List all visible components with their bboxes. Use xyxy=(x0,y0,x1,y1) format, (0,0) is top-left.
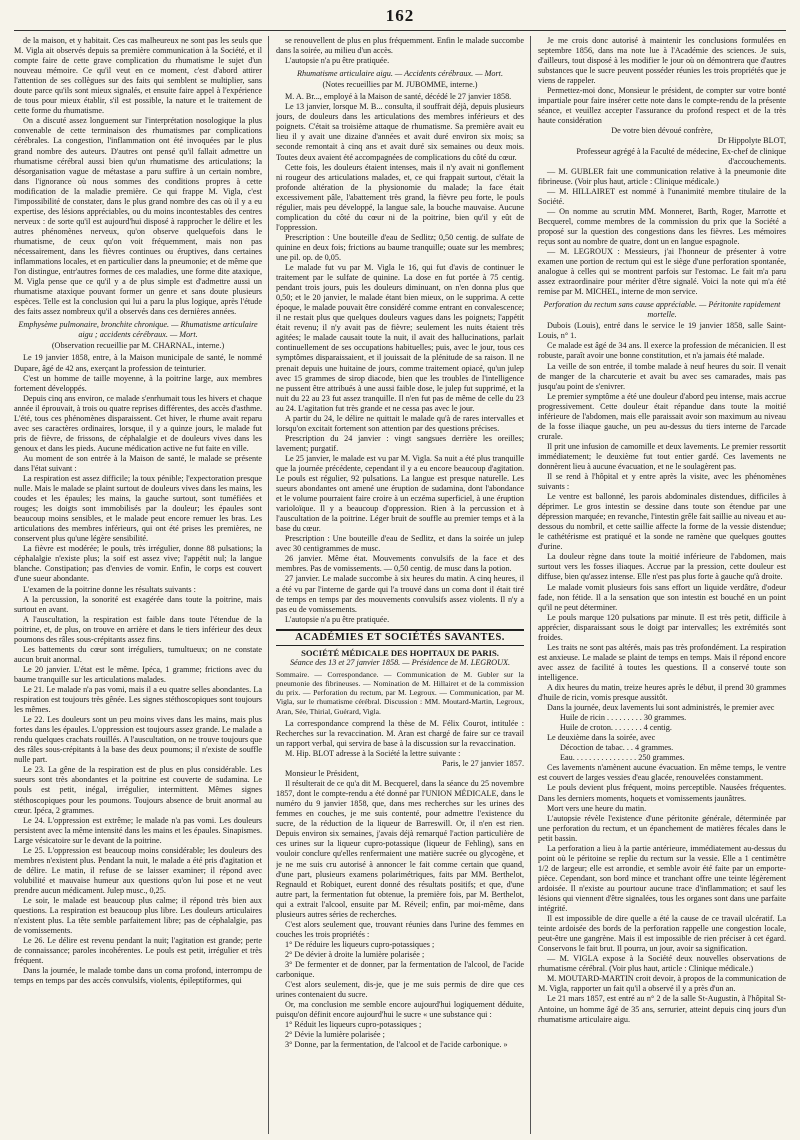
paragraph: C'est alors seulement, dis-je, que je me suis permis de dire que ces urines contenaient du sucre. xyxy=(276,980,524,1000)
signature-line: Dr Hippolyte BLOT, xyxy=(717,136,786,146)
prescription-line: Eau. . . . . . . . . . . . . . . . 250 grammes. xyxy=(560,753,685,763)
observation-heading: Rhumatisme articulaire aigu. — Accidents cérébraux. — Mort. xyxy=(296,69,504,79)
paragraph: Prescription du 24 janvier : vingt sangsues derrière les oreilles; lavement; purgatif. xyxy=(276,433,524,453)
paragraph: Ce malade est âgé de 34 ans. Il exerce la profession de mécanicien. Il est robuste, paraît avoir une bonne constitution, et n'a jamais été malade. xyxy=(538,341,786,361)
signature-line: Paris, le 27 janvier 1857. xyxy=(442,759,524,769)
paragraph: Il résulterait de ce qu'a dit M. Becquerel, dans la séance du 25 novembre 1857, dont le compte-rendu a été donné par l'UNION MÉDICALE, dans le numéro du 9 janvier 1858, que, dans mes recherches sur les urines des femmes en couches, je me suis contenté, pour admettre l'existence du sucre, de la réduction de la liqueur de Barreswill. Or, il n'en est rien. Depuis environ six semaines, j'avais déjà remarqué l'action particulière de ces urines sur la liqueur cupro-potassique (liqueur de Fehling), sans en vouloir conclure qu'elles renfermaient une matière sucrée ou glycogène, et je ne me suis cru autorisé à annoncer le fait comme certain que quand, d'une part, plusieurs examens polarimétriques, faits par MM. Berthelot, Regnauld et Robiquet, eurent donné des résultats positifs; et que, d'une autre part, la fermentation fut obtenue, la première fois, par M. Berthelot, qui a extrait l'alcool, ensuite par M. Réveil; enfin, par moi-même, dans plusieurs autres séries de recherches. xyxy=(276,779,524,919)
paragraph: 3° De fermenter et de donner, par la fermentation de l'alcool, de l'acide carbonique. xyxy=(276,960,524,980)
paragraph: — M. GUBLER fait une communication relative à la pneumonie dite fibrineuse. (Voir plus haut, article : Clinique médicale.) xyxy=(538,166,786,186)
paragraph: Le 25. L'oppression est beaucoup moins considérable; les douleurs des membres n'existent plus. Pendant la nuit, le malade a été pris d'agitation et de délire. Le matin, il refuse de se laisser examiner; il répond avec volubilité et mauvaise humeur aux questions qu'on lui pose et ne veut prendre aucun médicament. Julep musc., 0,25. xyxy=(14,845,262,895)
paragraph: Le soir, le malade est beaucoup plus calme; il répond très bien aux questions. La respiration est beaucoup plus libre. Les douleurs articulaires n'existent plus. La tête semble parfaitement libre; pas de céphalalgie, pas de vomissements. xyxy=(14,895,262,936)
header-rule xyxy=(14,30,786,31)
paragraph: M. A. Br..., employé à la Maison de santé, décédé le 27 janvier 1858. xyxy=(285,92,512,102)
section-heading: ACADÉMIES ET SOCIÉTÉS SAVANTES. xyxy=(276,629,524,646)
paragraph: Il se rend à l'hôpital et y entre après la visite, avec les phénomènes suivants : xyxy=(538,472,786,492)
paragraph: La fièvre est modérée; le pouls, très irrégulier, donne 88 pulsations; la céphalalgie n'existe plus; la soif est assez vive; l'appétit nul; la langue blanche. Constipation; pas d'envies de vomir. Enfin, le corps est couvert d'une sueur abondante. xyxy=(14,544,262,584)
paragraph: Au moment de son entrée à la Maison de santé, le malade se présente dans l'état suivant : xyxy=(14,453,262,473)
observation-heading: Perforation du rectum sans cause appréciable. — Péritonite rapidement mortelle. xyxy=(543,300,781,320)
observation-credit: (Observation recueillie par M. CHARNAL, interne.) xyxy=(51,341,225,351)
paragraph: 1° De réduire les liqueurs cupro-potassiques ; xyxy=(285,939,435,949)
paragraph: Depuis cinq ans environ, ce malade s'enrhumait tous les hivers et chaque année il éprouvait, à trois ou quatre reprises différentes, des accès d'asthme. L'été, tous ces phénomènes disparaissent. Cet hiver, le rhume avait reparu avec ses caractères ordinaires, lorsque, il y a quinze jours, le malade fut pris de fièvre, de frissons, de céphalalgie et de douleurs vives dans les genoux et dans les pieds. Aucune médication active ne fut faite en ville. xyxy=(14,393,262,453)
paragraph: Le premier symptôme a été une douleur d'abord peu intense, mais accrue progressivement. Cette douleur était répandue dans toute la moitié inférieure de l'abdomen, mais elle paraissait avoir son maximum au niveau de la fosse iliaque gauche, un peu au-dessus du tiers interne de l'arcade crurale. xyxy=(538,391,786,441)
column-separator xyxy=(530,36,531,1134)
summary: Sommaire. — Correspondance. — Communication de M. Gubler sur la pneumonie des fibrineuses. — Nomination de M. Hillairet et de la commission du prix. — Perforation du rectum, par M. Legroux. — Communication, par M. Vigla, sur le rhumatisme cérébral. Discussion : MM. Moutard-Martin, Legroux, Aran, Sée, Thirial, Guérard, Vigla. xyxy=(276,669,524,716)
paragraph: La veille de son entrée, il tombe malade à neuf heures du soir. Il venait de manger de la charcuterie et avait bu avec ses camarades, mais pas jusqu'au point de s'enivrer. xyxy=(538,361,786,391)
column-3 xyxy=(538,36,786,1136)
paragraph: Le malade vomit plusieurs fois sans effort un liquide verdâtre, d'odeur fade, non fétide. Il a la sensation que son intestin est bouché en un point qu'il ne peut déterminer. xyxy=(538,582,786,612)
column-2 xyxy=(276,36,524,1136)
paragraph: Les battements du cœur sont irréguliers, tumultueux; on ne constate aucun bruit anormal. xyxy=(14,644,262,664)
paragraph: 1° Réduit les liqueurs cupro-potassiques ; xyxy=(285,1020,422,1030)
page-number: 162 xyxy=(385,6,415,25)
paragraph: L'examen de la poitrine donne les résultats suivants : xyxy=(23,584,196,594)
paragraph: M. MOUTARD-MARTIN croit devoir, à propos de la communication de M. Vigla, rapporter un fait qu'il a observé il y a près d'un an. xyxy=(538,974,786,994)
observation-credit: (Notes recueillies par M. JUBOMME, interne.) xyxy=(322,80,478,90)
paragraph: La douleur règne dans toute la moitié inférieure de l'abdomen, mais surtout vers les fosses iliaques. Accrue par la pression, cette douleur est diffuse, bien qu'assez intense. Elle n'est pas plus forte à gauche qu'à droite. xyxy=(538,552,786,582)
paragraph: Le 23. La gêne de la respiration est de plus en plus considérable. Les sueurs sont très abondantes et la poitrine est couverte de sudamina. Le pouls est petit, inégal, irrégulier, intermittent. Mêmes signes stéthoscopiques pour les poumons. Toujours absence de bruit anormal au cœur. Ipéca, 2 grammes. xyxy=(14,765,262,815)
paragraph: A dix heures du matin, treize heures après le début, il prend 30 grammes d'huile de ricin, vomis presque aussitôt. xyxy=(538,683,786,703)
paragraph: Le 13 janvier, lorsque M. B... consulta, il souffrait déjà, depuis plusieurs jours, de douleurs dans les articulations des membres inférieurs et des poignets. C'était sa troisième attaque de rhumatisme. Sa première avait eu lieu il y avait une dizaine d'années et avait duré environ six mois; sa seconde remontait à cinq ans et avait duré six semaines ou deux mois. Toutes deux avaient été accompagnées de complications du côté du cœur. xyxy=(276,102,524,162)
paragraph: Cette fois, les douleurs étaient intenses, mais il n'y avait ni gonflement ni rougeur des articulations malades, et, ce qui frappait surtout, c'était la profonde altération de la physionomie du malade; la face était excessivement pâle, l'abattement très grand, la fièvre peu forte, le pouls régulier, mais peu développé, la langue sale, la bouche mauvaise. Aucune complication du côté du cœur ni de la poitrine, bien qu'il y eût de l'oppression. xyxy=(276,162,524,232)
paragraph: — M. LEGROUX : Messieurs, j'ai l'honneur de présenter à votre examen une portion de rectum qui est le siège d'une perforation spontanée, analogue à celles qui se montrent parfois sur l'estomac. Le fait m'a paru assez extraordinaire pour mériter d'être signalé. Voici la note qui m'a été remise par M. MICHEL, interne de mon service. xyxy=(538,246,786,297)
paragraph: Le 26. Le délire est revenu pendant la nuit; l'agitation est grande; perte de connaissance; paroles incohérentes. Le pouls est petit, irrégulier et très fréquent. xyxy=(14,936,262,966)
paragraph: Il prit une infusion de camomille et deux lavements. Le premier ressortit immédiatement; le deuxième fut tout entier gardé. Ces lavements ne donnèrent lieu à aucune évacuation, et ne le soulagèrent pas. xyxy=(538,441,786,471)
paragraph: — M. VIGLA expose à la Société deux nouvelles observations de rhumatisme cérébral. (Voir plus haut, article : Clinique médicale.) xyxy=(538,954,786,974)
paragraph: On a discuté assez longuement sur l'interprétation nosologique la plus convenable de cette terminaison des rhumatismes par complications cérébrales. La congestion, l'inflammation ont été invoquées par le plus grand nombre des auteurs. D'autres ont pensé qu'il fallait admettre un rhumatisme cérébral aussi bien qu'un rhumatisme des articulations; la désorganisation vague de métastase a paru suffire à un certain nombre, dans l'ignorance où nous sommes des conditions propres à cette modification de la maladie première. Ce qui frappe M. Vigla, c'est l'impossibilité de constater, dans le plus grand nombre des cas où il y a eu expertise, des lésions appréciables, ou du moins incontestables des centres nerveux : de sorte qu'il est aujourd'hui disposé à rapprocher le délire et les autres phénomènes nerveux, qu'on observe quelquefois dans le rhumatisme, de ceux qu'on voit fréquemment, mais non pas nécessairement, dans les fièvres continues ou éruptives, dans certaines inflammations locales, et en particulier dans la pneumonie; et de même que l'on distingue, entr'autres formes de ces maladies, une forme dite ataxique, M. Vigla pense que ce qu'il y a de plus simple est d'admettre aussi un rhumatisme ataxique pouvant former un genre et sans doute plusieurs espèces. Telle est la conclusion qui lui a paru la plus logique, après l'étude des faits assez nombreux qu'il a observés dans ces dernières années. xyxy=(14,116,262,317)
paragraph: Prescription : Une bouteille d'eau de Sedlitz, et dans la soirée un julep avec 30 centigrammes de musc. xyxy=(276,534,524,554)
paragraph: Le 22. Les douleurs sont un peu moins vives dans les mains, mais plus fortes dans les épaules. L'oppression est toujours assez grande. Le malade a rendu quelques crachats rouillés. A l'auscultation, on ne trouve toujours que des râles sous-crépitants à la base des deux poumons; il n'existe de souffle nulle part. xyxy=(14,715,262,765)
paragraph: Dans la journée, deux lavements lui sont administrés, le premier avec xyxy=(547,703,775,713)
paragraph: Je me crois donc autorisé à maintenir les conclusions formulées en septembre 1856, dans ma note lue à l'Académie des sciences. Je suis, d'ailleurs, tout disposé à les modifier le jour où on démontrera que d'autres substances que le sucre peuvent posséder réunies les trois propriétés que je viens de rappeler. xyxy=(538,36,786,86)
paragraph: M. Hip. BLOT adresse à la Société la lettre suivante : xyxy=(285,749,461,759)
paragraph: Le malade fut vu par M. Vigla le 16, qui fut d'avis de continuer le traitement par le sulfate de quinine. La dose en fut portée à 75 centig. pendant trois jours, puis les douleurs diminuant, on n'en donna plus que 0,50; et le 20 janvier, le malade étant bien mieux, on le supprima. A cette époque, le malade pouvait être considéré comme entrant en convalescence; il ne restait plus que quelques douleurs vagues dans les poignets; l'appétit était revenu; il n'y avait pas de fièvre; seulement les nuits étaient très agitées; le malade causait toute la nuit, il avait des hallucinations, parlait continuellement de ses occupations habituelles; puis, avec le jour, tous ces symptômes disparaissaient, et il jouissait de la plénitude de sa raison. Il ne prenait depuis une huitaine de jours, comme traitement opiacé, qu'un julep avec 15 grammes de sirop diacode, bien que les troubles de l'intelligence ne pussent être attribués à une aussi faible dose, le julep fut supprimé, et la nuit du 22 au 23 fut assez tranquille. Il n'en fut pas de même de celle du 23 au 24. L'agitation fut très grande et ne cessa pas avec le jour. xyxy=(276,263,524,413)
paragraph: 26 janvier. Même état. Mouvements convulsifs de la face et des membres. Pas de vomissements. — 0,50 centig. de musc dans la potion. xyxy=(276,554,524,574)
paragraph: se renouvellent de plus en plus fréquemment. Enfin le malade succombe dans la soirée, au milieu d'un accès. xyxy=(276,36,524,56)
paragraph: L'autopsie révèle l'existence d'une péritonite générale, déterminée par une perforation du rectum, et un épanchement de matières fécales dans le petit bassin. xyxy=(538,813,786,843)
paragraph: Ces lavements n'amènent aucune évacuation. En même temps, le ventre est couvert de larges vessies d'eau glacée, renouvelées constamment. xyxy=(538,763,786,783)
closing-line: De votre bien dévoué confrère, xyxy=(611,126,713,136)
society-heading: SOCIÉTÉ MÉDICALE DES HOPITAUX DE PARIS. xyxy=(301,647,499,658)
paragraph: — On nomme au scrutin MM. Monneret, Barth, Roger, Marrotte et Becquerel, comme membres de la commission du prix que la Société a proposé sur la question des congestions dans les fièvres. Les mémoires reçus sont au nombre de quatre, dont un en langue espagnole. xyxy=(538,206,786,246)
paragraph: 3° Donne, par la fermentation, de l'alcool et de l'acide carbonique. » xyxy=(285,1040,508,1050)
paragraph: — M. HILLAIRET est nommé à l'unanimité membre titulaire de la Société. xyxy=(538,186,786,206)
prescription-line: Huile de croton. . . . . . . . 4 centig. xyxy=(560,723,672,733)
paragraph: 2° De dévier à droite la lumière polarisée ; xyxy=(285,949,425,959)
paragraph: Le 25 janvier, le malade est vu par M. Vigla. Sa nuit a été plus tranquille que la journée précédente, cependant il y a eu encore beaucoup d'agitation. Le pouls est régulier, 92 pulsations. La langue est presque naturelle. Les sueurs abondantes ont amené une éruption de sudamina, dont l'abondance et le volume pourraient faire croire à un eczéma superficiel, à une éruption varioloïque. Il y a beaucoup d'oppression. Rien à la percussion et à l'auscultation de la poitrine. Léger bruit de souffle au premier temps et à la base du cœur. xyxy=(276,453,524,534)
paragraph: A l'auscultation, la respiration est faible dans toute l'étendue de la poitrine, et, de plus, on trouve en arrière et dans le tiers inférieur des deux poumons des râles sous-crépitants assez fins. xyxy=(14,614,262,644)
paragraph: L'autopsie n'a pu être pratiquée. xyxy=(285,56,390,66)
paragraph: Le 24. L'oppression est extrême; le malade n'a pas vomi. Les douleurs persistent avec la même intensité dans les mains et les épaules. Sinapismes. Large vésicatoire sur le devant de la poitrine. xyxy=(14,815,262,845)
prescription-line: Décoction de tabac. . . 4 grammes. xyxy=(560,743,674,753)
paragraph: de la maison, et y habitait. Ces cas malheureux ne sont pas les seuls que M. Vigla ait observés depuis sa première communication à la Société, et il compte faire de cette grave complication du rhumatisme le sujet d'un nouveau mémoire. Ce qu'il veut en ce moment, c'est d'abord attirer l'attention de ses collègues sur des faits qui semblent se multiplier, sans doute parce qu'ils sont mieux signalés, et ensuite faire appel à l'expérience de tous pour mieux établir, s'il est possible, la nature et le traitement de cette forme du rhumatisme. xyxy=(14,36,262,116)
column-1 xyxy=(14,36,262,1136)
paragraph: Le pouls devient plus fréquent, moins perceptible. Nausées fréquentes. Dans les derniers moments, hoquets et vomissements jaunâtres. xyxy=(538,783,786,803)
paragraph: C'est alors seulement que, trouvant réunies dans l'urine des femmes en couches les trois propriétés : xyxy=(276,919,524,939)
prescription-line: Huile de ricin . . . . . . . . . 30 grammes. xyxy=(560,713,687,723)
paragraph: 27 janvier. Le malade succombe à six heures du matin. A cinq heures, il a été vu par l'interne de garde qui l'a trouvé dans un coma dont il était tiré de temps en temps par des mouvements convulsifs assez violents. Il n'y a pas eu de vomissements. xyxy=(276,574,524,614)
paragraph: Le 19 janvier 1858, entre, à la Maison municipale de santé, le nommé Dupare, âgé de 42 ans, exerçant la profession de teinturier. xyxy=(14,353,262,373)
paragraph: La perforation a lieu à la partie antérieure, immédiatement au-dessus du point où le péritoine se replie du rectum sur la vessie. Elle a 1 centimètre 1/2 de largeur; elle est arrondie, et semble avoir été faite par un emporte-pièce. Cependant, son bord mince et tranchant offre une teinte légèrement ardoisée. Il n'existe au pourtour aucune trace d'inflammation; et sauf les lésions qui viennent d'être signalées, tous les organes sont dans une parfaite intégrité. xyxy=(538,843,786,914)
paragraph: A partir du 24, le délire ne quittait le malade qu'à de rares intervalles et lorsqu'on excitait fortement son attention par des questions précises. xyxy=(276,413,524,433)
paragraph: Dans la journée, le malade tombe dans un coma profond, interrompu de temps en temps par des accès convulsifs, violents, épileptiformes, qui xyxy=(14,966,262,986)
paragraph: Les traits ne sont pas altérés, mais pas très profondément. La respiration est anxieuse. Le malade se plaint de temps en temps. Mais il répond encore avec assez de facilité à toutes les questions. Il a conservé toute son intelligence. xyxy=(538,642,786,682)
paragraph: Le pouls marque 120 pulsations par minute. Il est très petit, difficile à apprécier, disparaissant sous le doigt par intervalles; les extrémités sont froides. xyxy=(538,612,786,642)
signature-line: Professeur agrégé à la Faculté de médecine, Ex-chef de clinique d'accouchements. xyxy=(576,146,786,166)
paragraph: Le 20 janvier. L'état est le même. Ipéca, 1 gramme; frictions avec du baume tranquille sur les articulations malades. xyxy=(14,664,262,684)
paragraph: A la percussion, la sonorité est exagérée dans toute la poitrine, mais surtout en avant. xyxy=(14,594,262,614)
paragraph: Mort vers une heure du matin. xyxy=(547,803,647,813)
column-separator xyxy=(268,36,269,1134)
paragraph: Prescription : Une bouteille d'eau de Sedlitz; 0,50 centig. de sulfate de quinine en deux fois; frictions au baume tranquille; ouate sur les membres; une pil. op. de 0,05. xyxy=(276,232,524,262)
paragraph: 2° Dévie la lumière polarisée ; xyxy=(285,1030,385,1040)
paragraph: La correspondance comprend la thèse de M. Félix Courot, intitulée : Recherches sur la revaccination. M. Aran est chargé de faire sur ce travail un rapport verbal, qui servira de base à la discussion sur la revaccination. xyxy=(276,718,524,748)
observation-heading: Emphysème pulmonaire, bronchite chronique. — Rhumatisme articulaire aigu ; accidents cérébraux. — Mort. xyxy=(18,320,258,340)
paragraph: Le deuxième dans la soirée, avec xyxy=(547,733,656,743)
paragraph: Le 21. Le malade n'a pas vomi, mais il a eu quatre selles abondantes. La respiration est toujours très gênée. Les signes stéthoscopiques sont toujours les mêmes. xyxy=(14,685,262,715)
paragraph: Or, ma conclusion me semble encore aujourd'hui logiquement déduite, puisqu'on définit encore aujourd'hui le sucre « une substance qui : xyxy=(276,1000,524,1020)
paragraph: C'est un homme de taille moyenne, à la poitrine large, aux membres fortement développés. xyxy=(14,373,262,393)
paragraph: Il est impossible de dire quelle a été la cause de ce travail ulcératif. La teinte ardoisée des bords de la perforation rappelle une congestion locale, peut-être une gangrène. Mais il est impossible de rien préciser à cet égard. Conservons le fait brut. Il pourra, un jour, avoir sa signification. xyxy=(538,914,786,954)
paragraph: Permettez-moi donc, Monsieur le président, de compter sur votre bonté impartiale pour faire insérer cette note dans le compte-rendu de la présente séance, et veuillez accepter l'assurance du profond respect et de la très haute considération xyxy=(538,86,786,126)
meeting-line: Séance des 13 et 27 janvier 1858. — Présidence de M. LEGROUX. xyxy=(289,657,511,667)
paragraph: Dubois (Louis), entré dans le service le 19 janvier 1858, salle Saint-Louis, n° 1. xyxy=(538,321,786,341)
paragraph: La respiration est assez difficile; la toux pénible; l'expectoration presque nulle. Mais le malade se plaint surtout de douleurs vives dans les mains, les coudes et les épaules; les mains, la gauche surtout, sont tuméfiées et rouges; les doigts sont immobilisés par la douleur; les épaules sont beaucoup moins sensibles, et le malade peut encore remuer les bras. Les articulations des membres inférieurs, qui ont été prises les premières, ne conservent plus qu'une légère sensibilité. xyxy=(14,474,262,544)
paragraph: Le ventre est ballonné, les parois abdominales distendues, difficiles à déprimer. Le gros intestin se dessine dans toute son étendue par une dépression marquée; en revanche, l'intestin grêle fait saillie au niveau et au-dessous du nombril, et cette saillie affecte la forme de la vessie distendue; le cathétérisme est pratiqué et la sonde ne ramène que quelques gouttes d'urine. xyxy=(538,492,786,552)
paragraph: Le 21 mars 1857, est entré au n° 2 de la salle St-Augustin, à l'hôpital St-Antoine, un homme âgé de 35 ans, serrurier, atteint depuis cinq jours d'un rhumatisme articulaire aigu. xyxy=(538,994,786,1024)
paragraph: Monsieur le Président, xyxy=(285,769,359,779)
paragraph: L'autopsie n'a pu être pratiquée. xyxy=(285,614,390,624)
